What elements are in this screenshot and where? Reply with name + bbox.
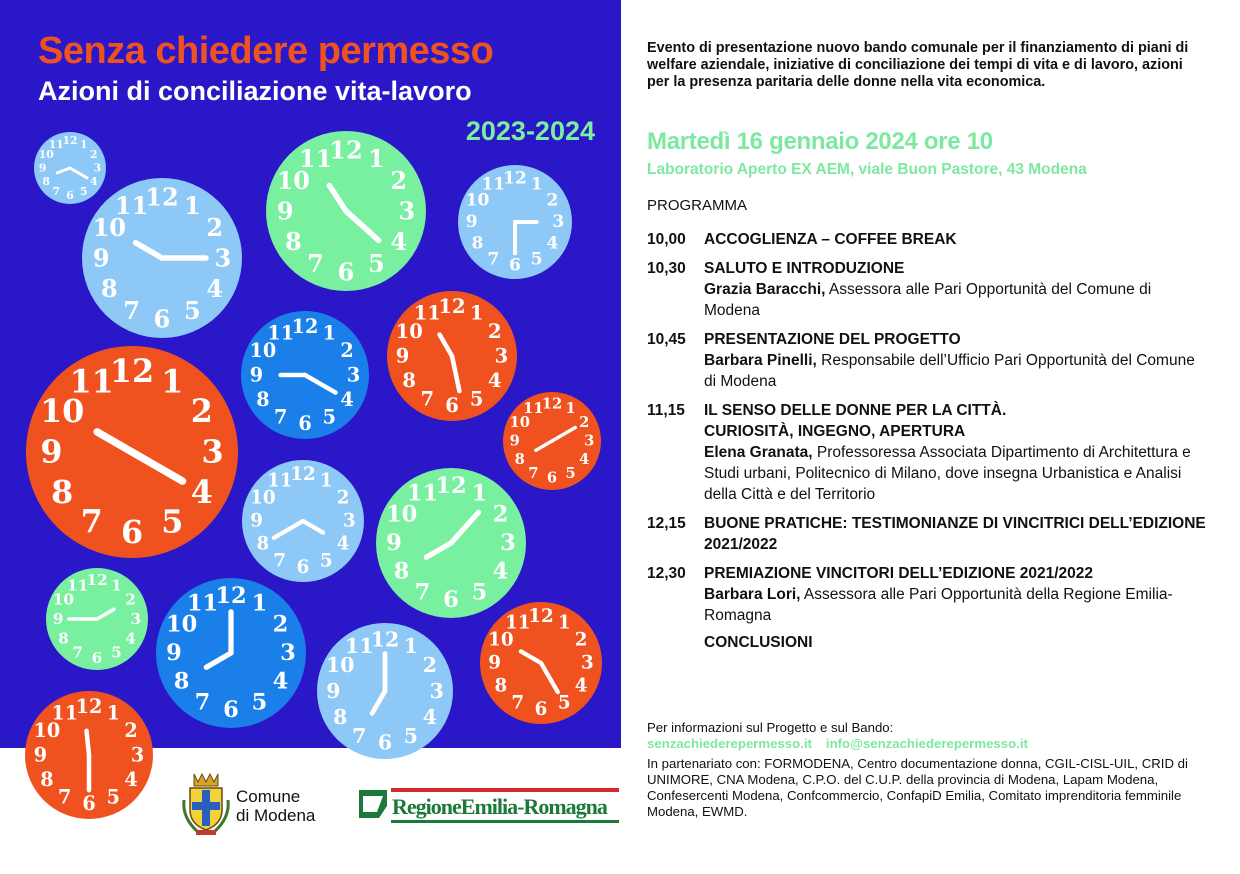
program-conclusions: CONCLUSIONI — [704, 634, 813, 651]
svg-text:10: 10 — [250, 487, 276, 509]
svg-text:1: 1 — [469, 301, 484, 325]
svg-text:1: 1 — [368, 143, 385, 173]
svg-text:1: 1 — [161, 363, 184, 401]
svg-text:6: 6 — [377, 730, 393, 755]
svg-text:6: 6 — [546, 469, 558, 487]
svg-text:4: 4 — [190, 473, 213, 511]
svg-text:4: 4 — [272, 668, 289, 695]
svg-text:10: 10 — [276, 166, 311, 196]
poster-title: Senza chiedere permesso — [38, 30, 494, 72]
program-label: PROGRAMMA — [647, 197, 748, 214]
svg-text:9: 9 — [166, 640, 182, 666]
comune-crest-icon — [180, 770, 232, 838]
program-title: ACCOGLIENZA – COFFEE BREAK — [704, 231, 957, 248]
svg-text:9: 9 — [395, 344, 410, 368]
svg-text:3: 3 — [581, 652, 594, 674]
svg-text:4: 4 — [488, 369, 502, 393]
svg-text:2: 2 — [340, 339, 354, 363]
svg-text:9: 9 — [276, 196, 294, 226]
svg-text:4: 4 — [422, 704, 437, 729]
svg-text:12: 12 — [435, 473, 467, 499]
svg-text:9: 9 — [386, 530, 402, 556]
svg-text:5: 5 — [565, 464, 576, 482]
svg-text:5: 5 — [322, 405, 336, 429]
svg-text:8: 8 — [494, 675, 508, 697]
svg-text:8: 8 — [40, 767, 54, 791]
svg-text:5: 5 — [161, 503, 184, 541]
clock-icon — [480, 602, 602, 724]
svg-text:2: 2 — [206, 213, 224, 243]
svg-text:3: 3 — [130, 743, 145, 767]
program-title: IL SENSO DELLE DONNE PER LA CITTÀ. CURIOSITÀ, INGEGNO, APERTURA — [704, 402, 1007, 440]
speaker-name: Barbara Pinelli, — [704, 352, 817, 369]
poster-years: 2023-2024 — [465, 116, 595, 146]
clock-icon — [387, 291, 517, 421]
svg-text:1: 1 — [251, 590, 268, 617]
svg-text:12: 12 — [291, 314, 319, 338]
svg-text:10: 10 — [52, 590, 75, 609]
svg-text:5: 5 — [184, 296, 201, 326]
svg-text:11: 11 — [406, 480, 439, 507]
svg-text:9: 9 — [92, 243, 110, 273]
svg-text:3: 3 — [584, 432, 595, 450]
svg-text:11: 11 — [298, 143, 333, 173]
svg-text:2: 2 — [190, 393, 213, 431]
svg-text:8: 8 — [256, 533, 270, 555]
svg-text:5: 5 — [111, 643, 122, 662]
svg-text:1: 1 — [471, 480, 488, 507]
svg-text:3: 3 — [346, 363, 361, 387]
svg-text:7: 7 — [487, 249, 500, 270]
svg-text:3: 3 — [214, 243, 232, 273]
clock-icon — [376, 468, 526, 618]
svg-text:10: 10 — [395, 319, 423, 343]
program-content — [704, 229, 1207, 250]
clock-icon — [79, 178, 242, 338]
svg-text:3: 3 — [500, 530, 516, 556]
svg-text:12: 12 — [290, 464, 316, 486]
svg-text:7: 7 — [414, 579, 431, 606]
clock-icon — [242, 460, 364, 582]
svg-text:5: 5 — [106, 785, 120, 809]
svg-text:5: 5 — [79, 185, 88, 199]
program-speaker-line — [704, 352, 1195, 390]
speaker-role: Professoressa Associata Dipartimento di Architettura e Studi urbani, Politecnico di Milano, dove insegna Urbanistica e Analisi della Città e del Territorio — [704, 444, 1191, 503]
program-content — [704, 563, 1207, 653]
program-speaker-line — [704, 281, 1151, 319]
speaker-role: Assessora alle Pari Opportunità della Regione Emilia-Romagna — [704, 586, 1173, 624]
program-item — [647, 563, 1207, 653]
svg-text:5: 5 — [403, 723, 418, 748]
svg-text:5: 5 — [469, 387, 484, 411]
svg-text:7: 7 — [420, 387, 435, 411]
svg-text:11: 11 — [267, 321, 295, 345]
svg-text:9: 9 — [488, 652, 501, 674]
svg-text:9: 9 — [38, 161, 47, 175]
svg-text:4: 4 — [390, 226, 408, 256]
speaker-name: Elena Granata, — [704, 444, 813, 461]
clock-icon — [503, 392, 601, 490]
website-link[interactable]: senzachiederepermesso.it — [647, 736, 812, 751]
svg-text:7: 7 — [274, 405, 288, 429]
svg-text:1: 1 — [79, 137, 88, 151]
svg-text:6: 6 — [509, 255, 521, 276]
svg-text:8: 8 — [333, 704, 348, 729]
svg-text:2: 2 — [579, 413, 590, 431]
svg-text:6: 6 — [443, 587, 459, 613]
svg-text:11: 11 — [345, 634, 374, 659]
svg-text:9: 9 — [509, 432, 520, 450]
clock-icon — [266, 131, 426, 291]
svg-text:6: 6 — [82, 792, 96, 816]
svg-text:8: 8 — [402, 369, 416, 393]
program-time: 10,00 — [647, 231, 686, 248]
program-item — [647, 229, 1207, 250]
svg-text:11: 11 — [267, 470, 293, 492]
program-content — [704, 258, 1207, 321]
svg-text:6: 6 — [91, 648, 103, 667]
svg-text:2: 2 — [89, 147, 98, 161]
svg-text:9: 9 — [326, 679, 341, 703]
svg-text:9: 9 — [52, 610, 64, 628]
clock-icon — [241, 311, 369, 439]
svg-text:12: 12 — [75, 694, 103, 718]
svg-text:10: 10 — [40, 393, 85, 431]
info-label: Per informazioni sul Progetto e sul Bando: — [647, 720, 894, 735]
partners-text: In partenariato con: FORMODENA, Centro documentazione donna, CGIL-CISL-UIL, CRID di UNIMORE, CNA Modena, C.P.O. del C.U.P. della provincia di Modena, Lapam Modena, Confesercenti Modena, Confcommercio, ConfapiD Emilia, Comitato imprenditoria femminile Modena, EWMD. — [647, 756, 1188, 819]
svg-text:7: 7 — [123, 296, 140, 326]
svg-text:5: 5 — [319, 550, 333, 572]
svg-text:9: 9 — [465, 212, 478, 232]
program-content — [704, 513, 1207, 555]
svg-text:9: 9 — [249, 363, 264, 387]
svg-text:8: 8 — [51, 473, 74, 511]
svg-text:2: 2 — [125, 590, 136, 609]
svg-text:6: 6 — [296, 556, 310, 578]
clock-icon — [458, 165, 572, 279]
svg-text:1: 1 — [322, 321, 336, 345]
svg-text:12: 12 — [145, 182, 179, 212]
program-item — [647, 400, 1207, 505]
svg-text:12: 12 — [438, 295, 466, 319]
svg-text:1: 1 — [565, 400, 576, 418]
svg-text:8: 8 — [100, 273, 118, 303]
svg-text:11: 11 — [413, 301, 441, 325]
svg-text:8: 8 — [42, 175, 51, 189]
program-content — [704, 329, 1207, 392]
svg-text:7: 7 — [52, 185, 61, 199]
svg-text:12: 12 — [215, 583, 247, 609]
svg-text:7: 7 — [511, 692, 525, 714]
svg-text:4: 4 — [579, 451, 590, 469]
svg-text:4: 4 — [336, 533, 350, 555]
svg-text:8: 8 — [514, 451, 525, 469]
program-item — [647, 258, 1207, 321]
program-title: BUONE PRATICHE: TESTIMONIANZE DI VINCITRICI DELL’EDIZIONE 2021/2022 — [704, 515, 1206, 553]
info-links — [647, 736, 1207, 752]
svg-text:6: 6 — [534, 698, 548, 720]
svg-text:7: 7 — [352, 723, 367, 748]
svg-text:11: 11 — [69, 363, 114, 401]
svg-text:9: 9 — [40, 433, 63, 471]
svg-text:7: 7 — [72, 643, 83, 662]
program-speaker-line — [704, 586, 1173, 624]
svg-text:2: 2 — [492, 501, 509, 528]
svg-text:3: 3 — [429, 679, 444, 703]
clock-icon — [46, 568, 148, 670]
svg-text:6: 6 — [153, 304, 171, 334]
program-item — [647, 513, 1207, 555]
program-time: 10,30 — [647, 260, 686, 277]
clock-icon — [26, 346, 238, 558]
svg-text:6: 6 — [120, 514, 144, 552]
svg-text:2: 2 — [272, 611, 289, 638]
program-content — [704, 400, 1207, 505]
svg-text:4: 4 — [125, 629, 136, 648]
svg-text:7: 7 — [528, 464, 539, 482]
svg-text:10: 10 — [465, 190, 490, 211]
svg-text:1: 1 — [403, 634, 418, 659]
svg-text:5: 5 — [557, 692, 571, 714]
svg-text:3: 3 — [93, 161, 102, 175]
svg-text:4: 4 — [89, 175, 98, 189]
svg-text:3: 3 — [343, 510, 356, 532]
svg-text:10: 10 — [488, 629, 514, 651]
svg-text:2: 2 — [488, 319, 502, 343]
clock-icon — [156, 578, 306, 728]
svg-text:9: 9 — [33, 743, 48, 767]
svg-text:10: 10 — [92, 213, 127, 243]
svg-text:10: 10 — [33, 719, 61, 743]
regione-name: RegioneEmilia-Romagna — [392, 794, 607, 819]
program-time: 12,15 — [647, 515, 686, 532]
svg-text:4: 4 — [574, 675, 588, 697]
svg-text:6: 6 — [66, 188, 74, 202]
program-title: SALUTO E INTRODUZIONE — [704, 260, 905, 277]
svg-text:8: 8 — [58, 629, 69, 648]
svg-text:7: 7 — [194, 689, 211, 716]
program-list — [647, 229, 1207, 661]
comune-name: Comune di Modena — [236, 787, 316, 825]
svg-text:3: 3 — [552, 212, 565, 232]
svg-text:12: 12 — [528, 606, 554, 628]
svg-text:10: 10 — [165, 611, 198, 638]
svg-text:12: 12 — [503, 168, 527, 189]
svg-text:6: 6 — [445, 393, 459, 417]
program-time: 10,45 — [647, 331, 686, 348]
svg-text:11: 11 — [523, 400, 544, 418]
svg-text:3: 3 — [201, 433, 224, 471]
event-place: Laboratorio Aperto EX AEM, viale Buon Pastore, 43 Modena — [647, 161, 1087, 178]
svg-text:12: 12 — [62, 134, 78, 148]
svg-text:10: 10 — [385, 501, 418, 528]
svg-text:7: 7 — [58, 785, 72, 809]
svg-text:2: 2 — [546, 190, 559, 211]
program-title: PRESENTAZIONE DEL PROGETTO — [704, 331, 961, 348]
svg-text:2: 2 — [574, 629, 588, 651]
svg-text:1: 1 — [319, 470, 333, 492]
svg-text:11: 11 — [186, 590, 219, 617]
svg-text:11: 11 — [66, 576, 89, 595]
speaker-name: Barbara Lori, — [704, 586, 801, 603]
svg-text:9: 9 — [250, 510, 263, 532]
svg-text:11: 11 — [51, 701, 79, 725]
svg-text:3: 3 — [398, 196, 416, 226]
svg-text:10: 10 — [509, 413, 530, 431]
svg-text:7: 7 — [273, 550, 287, 572]
svg-text:1: 1 — [106, 701, 120, 725]
svg-text:4: 4 — [340, 387, 354, 411]
svg-text:1: 1 — [184, 190, 201, 220]
event-date: Martedì 16 gennaio 2024 ore 10 — [647, 128, 993, 155]
svg-text:2: 2 — [336, 487, 350, 509]
program-title: PREMIAZIONE VINCITORI DELL’EDIZIONE 2021/2022 — [704, 565, 1094, 582]
svg-text:11: 11 — [481, 174, 506, 195]
svg-text:3: 3 — [280, 640, 296, 666]
svg-text:1: 1 — [111, 576, 122, 595]
svg-text:4: 4 — [492, 558, 509, 585]
email-link[interactable]: info@senzachiederepermesso.it — [825, 736, 1028, 751]
svg-text:8: 8 — [471, 233, 484, 254]
svg-text:2: 2 — [422, 653, 437, 678]
svg-text:5: 5 — [368, 249, 385, 279]
svg-text:6: 6 — [337, 257, 355, 287]
svg-text:8: 8 — [256, 387, 270, 411]
svg-text:8: 8 — [173, 668, 190, 695]
svg-text:4: 4 — [546, 233, 559, 254]
svg-text:7: 7 — [80, 503, 103, 541]
event-intro: Evento di presentazione nuovo bando comunale per il finanziamento di piani di welfare aziendale, iniziative di conciliazione dei tempi di vita e di lavoro, azioni per la presenza paritaria delle donne nella vita economica. — [647, 40, 1189, 90]
svg-text:12: 12 — [109, 352, 155, 390]
program-item — [647, 329, 1207, 392]
svg-text:6: 6 — [223, 697, 239, 723]
svg-text:4: 4 — [206, 273, 224, 303]
svg-text:12: 12 — [370, 627, 400, 652]
svg-text:3: 3 — [130, 610, 142, 628]
svg-text:8: 8 — [393, 558, 410, 585]
svg-text:10: 10 — [326, 653, 355, 678]
clock-icon — [317, 623, 453, 759]
svg-text:2: 2 — [124, 719, 138, 743]
svg-text:8: 8 — [284, 226, 302, 256]
program-time: 11,15 — [647, 402, 685, 419]
svg-text:5: 5 — [530, 249, 543, 270]
info-section — [647, 720, 1207, 820]
speaker-role: Responsabile dell’Ufficio Pari Opportunità del Comune di Modena — [704, 352, 1195, 390]
svg-text:5: 5 — [471, 579, 488, 606]
clock-icon — [34, 132, 106, 204]
svg-text:4: 4 — [124, 767, 138, 791]
svg-text:2: 2 — [390, 166, 408, 196]
svg-text:11: 11 — [48, 137, 64, 151]
speaker-role: Assessora alle Pari Opportunità del Comune di Modena — [704, 281, 1152, 319]
svg-text:1: 1 — [557, 612, 571, 634]
svg-text:3: 3 — [494, 344, 509, 368]
poster-subtitle: Azioni di conciliazione vita-lavoro — [38, 76, 472, 106]
svg-text:7: 7 — [307, 249, 324, 279]
svg-text:1: 1 — [530, 174, 543, 195]
svg-text:6: 6 — [298, 412, 312, 436]
svg-text:5: 5 — [251, 689, 268, 716]
svg-text:10: 10 — [38, 147, 54, 161]
svg-text:11: 11 — [505, 612, 531, 634]
program-time: 12,30 — [647, 565, 686, 582]
speaker-name: Grazia Baracchi, — [704, 281, 826, 298]
program-speaker-line — [704, 444, 1191, 503]
svg-text:12: 12 — [86, 571, 108, 590]
svg-text:12: 12 — [329, 135, 363, 165]
svg-text:11: 11 — [114, 190, 149, 220]
svg-text:12: 12 — [541, 395, 563, 413]
svg-text:10: 10 — [249, 339, 277, 363]
